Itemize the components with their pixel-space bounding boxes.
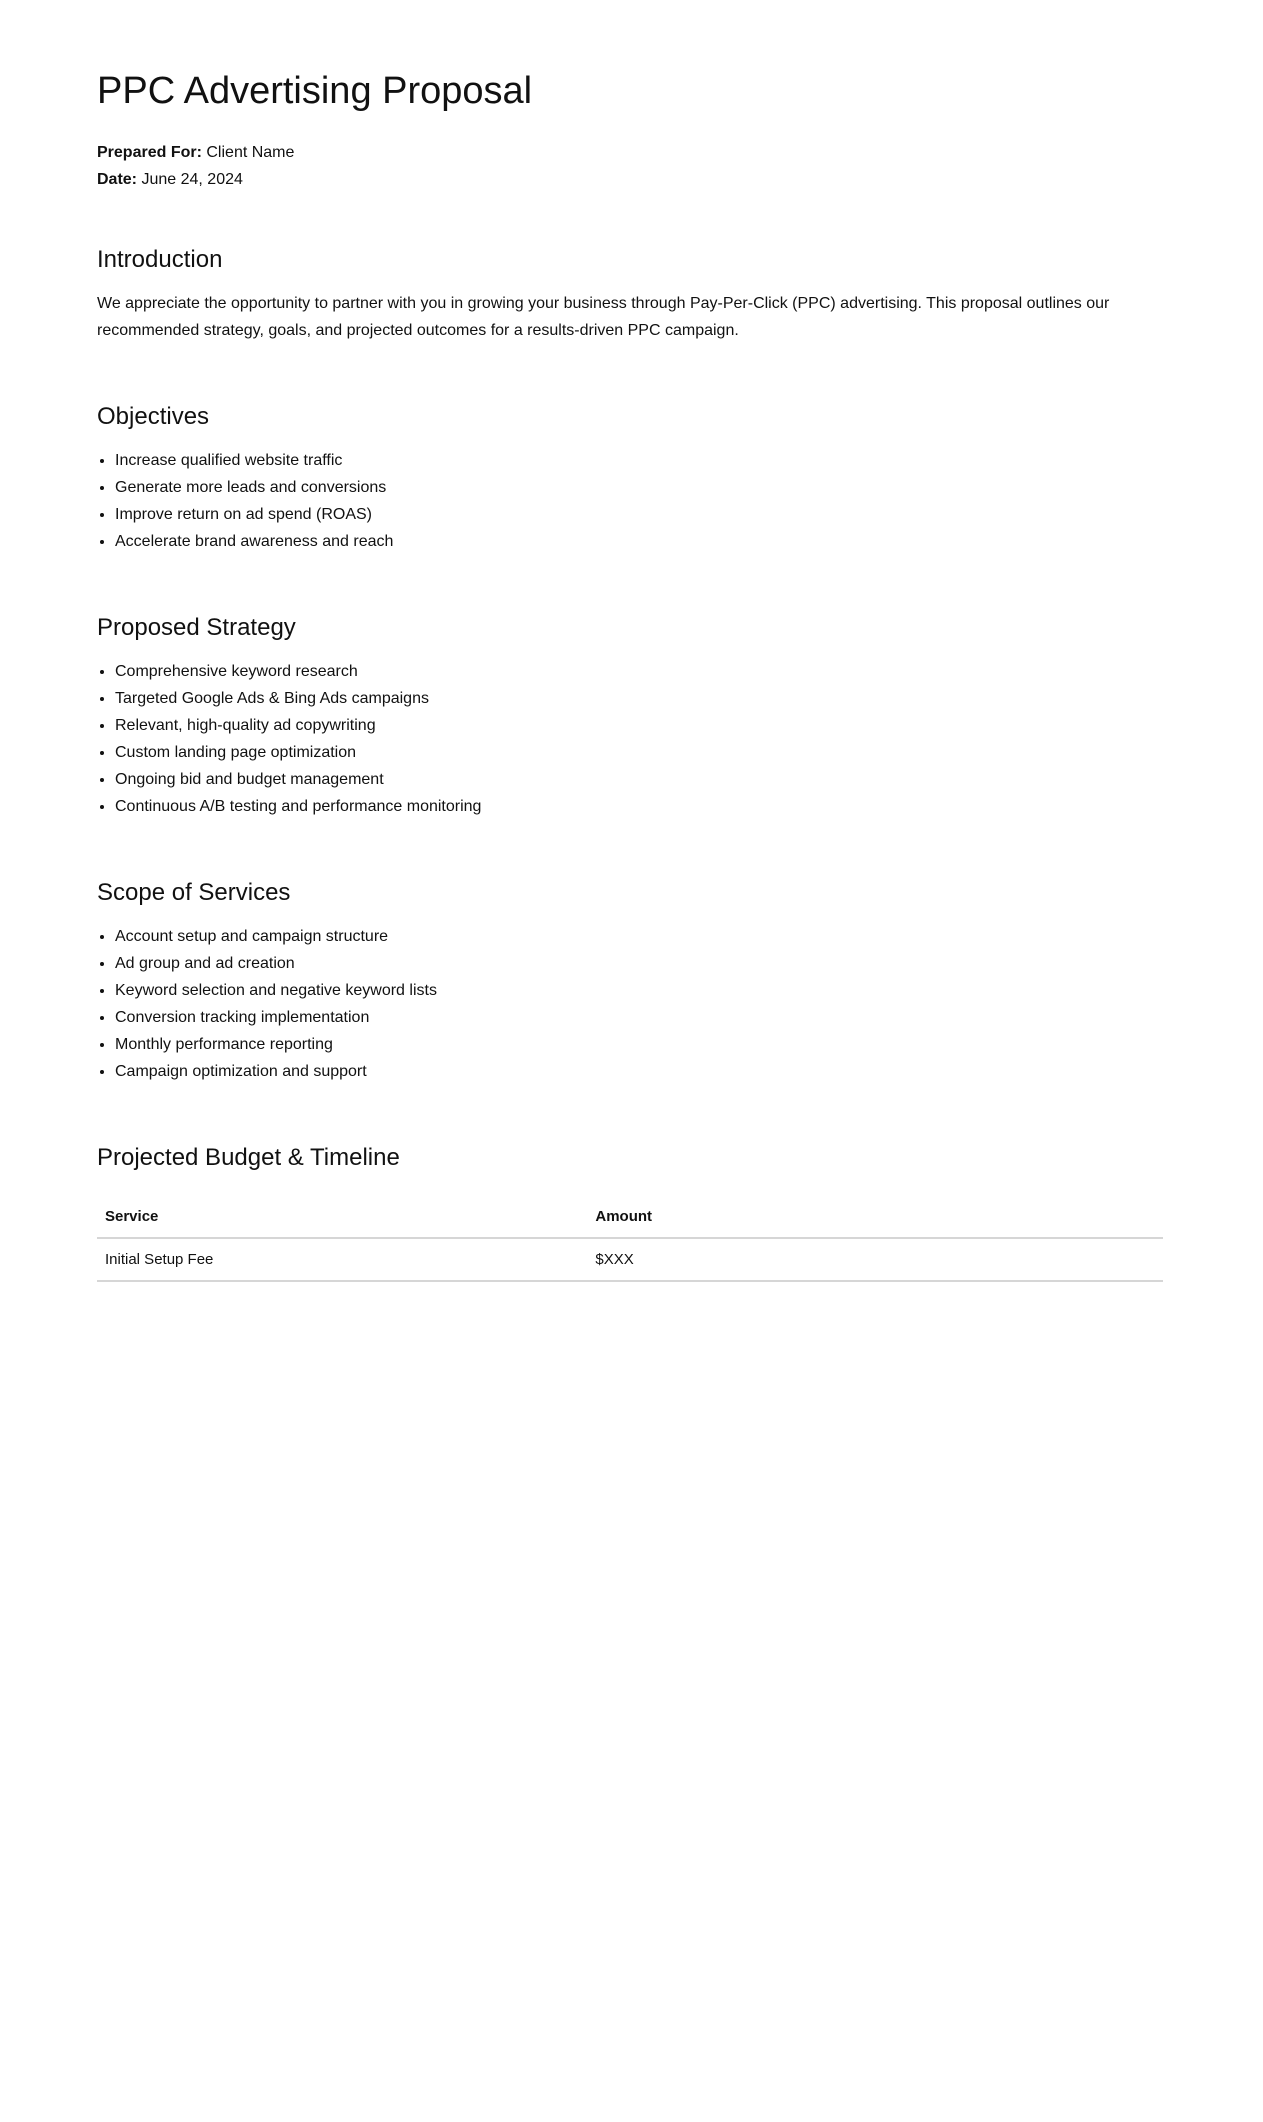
- scope-list: [97, 923, 1163, 1085]
- list-item: • Keyword selection and negative keyword lists: [115, 977, 1163, 1004]
- list-item: • Comprehensive keyword research: [115, 658, 1163, 685]
- service-cell: Initial Setup Fee: [97, 1238, 587, 1281]
- strategy-list: [97, 658, 1163, 820]
- list-item: • Ongoing bid and budget management: [115, 766, 1163, 793]
- section-strategy: [97, 612, 1163, 820]
- prepared-for: [97, 139, 294, 166]
- section-heading: Introduction: [97, 246, 223, 273]
- section-heading: Projected Budget & Timeline: [97, 1144, 400, 1171]
- list-item: • Relevant, high-quality ad copywriting: [115, 712, 1163, 739]
- column-header-service: Service: [97, 1196, 587, 1238]
- list-item: • Targeted Google Ads & Bing Ads campaigns: [115, 685, 1163, 712]
- list-item: • Monthly performance reporting: [115, 1031, 1163, 1058]
- list-item: • Improve return on ad spend (ROAS): [115, 501, 1163, 528]
- prepared-for-value: Client Name: [206, 144, 295, 161]
- column-header-amount: Amount: [587, 1196, 1163, 1238]
- section-objectives: [97, 401, 1163, 555]
- list-item: • Account setup and campaign structure: [115, 923, 1163, 950]
- list-item: • Increase qualified website traffic: [115, 447, 1163, 474]
- section-budget: [97, 1142, 1163, 1282]
- prepared-for-label: Prepared For:: [97, 144, 202, 161]
- section-introduction: [97, 244, 1163, 344]
- table-row: [97, 1238, 1163, 1281]
- table-header-row: [97, 1196, 1163, 1238]
- page-title: PPC Advertising Proposal: [97, 70, 533, 112]
- section-scope: [97, 877, 1163, 1085]
- list-item: • Continuous A/B testing and performance monitoring: [115, 793, 1163, 820]
- date-value: June 24, 2024: [141, 171, 243, 188]
- list-item: • Generate more leads and conversions: [115, 474, 1163, 501]
- objectives-list: [97, 447, 1163, 555]
- meta-info: [97, 139, 294, 193]
- list-item: • Conversion tracking implementation: [115, 1004, 1163, 1031]
- date: [97, 166, 294, 193]
- section-heading: Scope of Services: [97, 879, 291, 906]
- date-label: Date:: [97, 171, 138, 188]
- introduction-text: We appreciate the opportunity to partner with you in growing your business through Pay-Per-Click (PPC) advertising. This proposal outlines our recommended strategy, goals, and projected outcomes for a results-driven PPC campaign.: [97, 295, 1110, 339]
- list-item: • Custom landing page optimization: [115, 739, 1163, 766]
- budget-table: [97, 1196, 1163, 1282]
- list-item: • Ad group and ad creation: [115, 950, 1163, 977]
- list-item: • Accelerate brand awareness and reach: [115, 528, 1163, 555]
- section-heading: Proposed Strategy: [97, 614, 296, 641]
- section-heading: Objectives: [97, 403, 210, 430]
- list-item: • Campaign optimization and support: [115, 1058, 1163, 1085]
- amount-cell: $XXX: [587, 1238, 1163, 1281]
